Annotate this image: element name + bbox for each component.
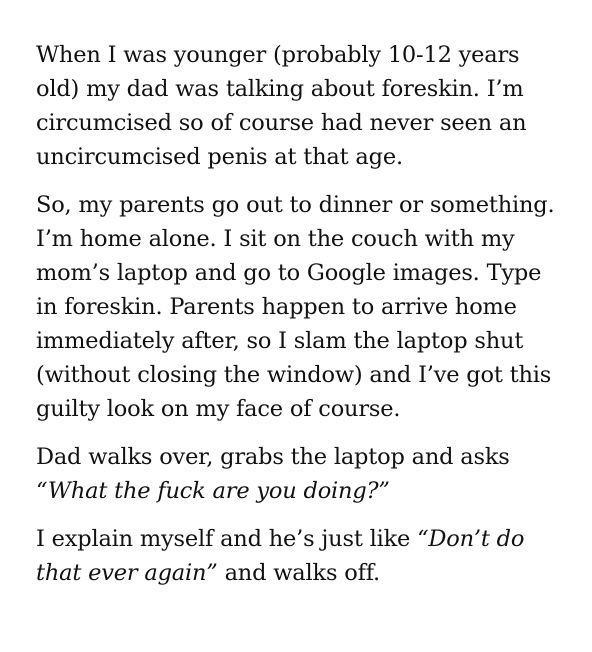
text-line: guilty look on my face of course.: [36, 396, 401, 422]
paragraph-1: [36, 38, 584, 174]
paragraph-4: [36, 522, 584, 590]
text-line: [36, 522, 584, 556]
text-line: [36, 556, 584, 590]
text-line: circumcised so of course had never seen an: [36, 110, 527, 136]
text-line: uncircumcised penis at that age.: [36, 144, 403, 170]
quote-text: “What the fuck are you doing?”: [36, 478, 390, 504]
plain-text: and walks off.: [217, 560, 380, 586]
paragraph-2: [36, 188, 584, 426]
paragraph-3: [36, 440, 584, 508]
text-line: mom’s laptop and go to Google images. Type: [36, 260, 542, 286]
text-line: immediately after, so I slam the laptop shut: [36, 328, 524, 354]
text-line: So, my parents go out to dinner or something.: [36, 192, 555, 218]
text-line: (without closing the window) and I’ve got this: [36, 362, 552, 388]
text-line: I’m home alone. I sit on the couch with my: [36, 226, 515, 252]
quote-text: that ever again”: [36, 560, 218, 586]
plain-text: I explain myself and he’s just like: [36, 526, 418, 552]
text-line: When I was younger (probably 10-12 years: [36, 42, 520, 68]
text-line: Dad walks over, grabs the laptop and asks: [36, 444, 510, 470]
text-line: old) my dad was talking about foreskin. I’m: [36, 76, 524, 102]
quote-text: “Don’t do: [417, 526, 525, 552]
story-text: [36, 38, 584, 604]
text-line: in foreskin. Parents happen to arrive home: [36, 294, 517, 320]
